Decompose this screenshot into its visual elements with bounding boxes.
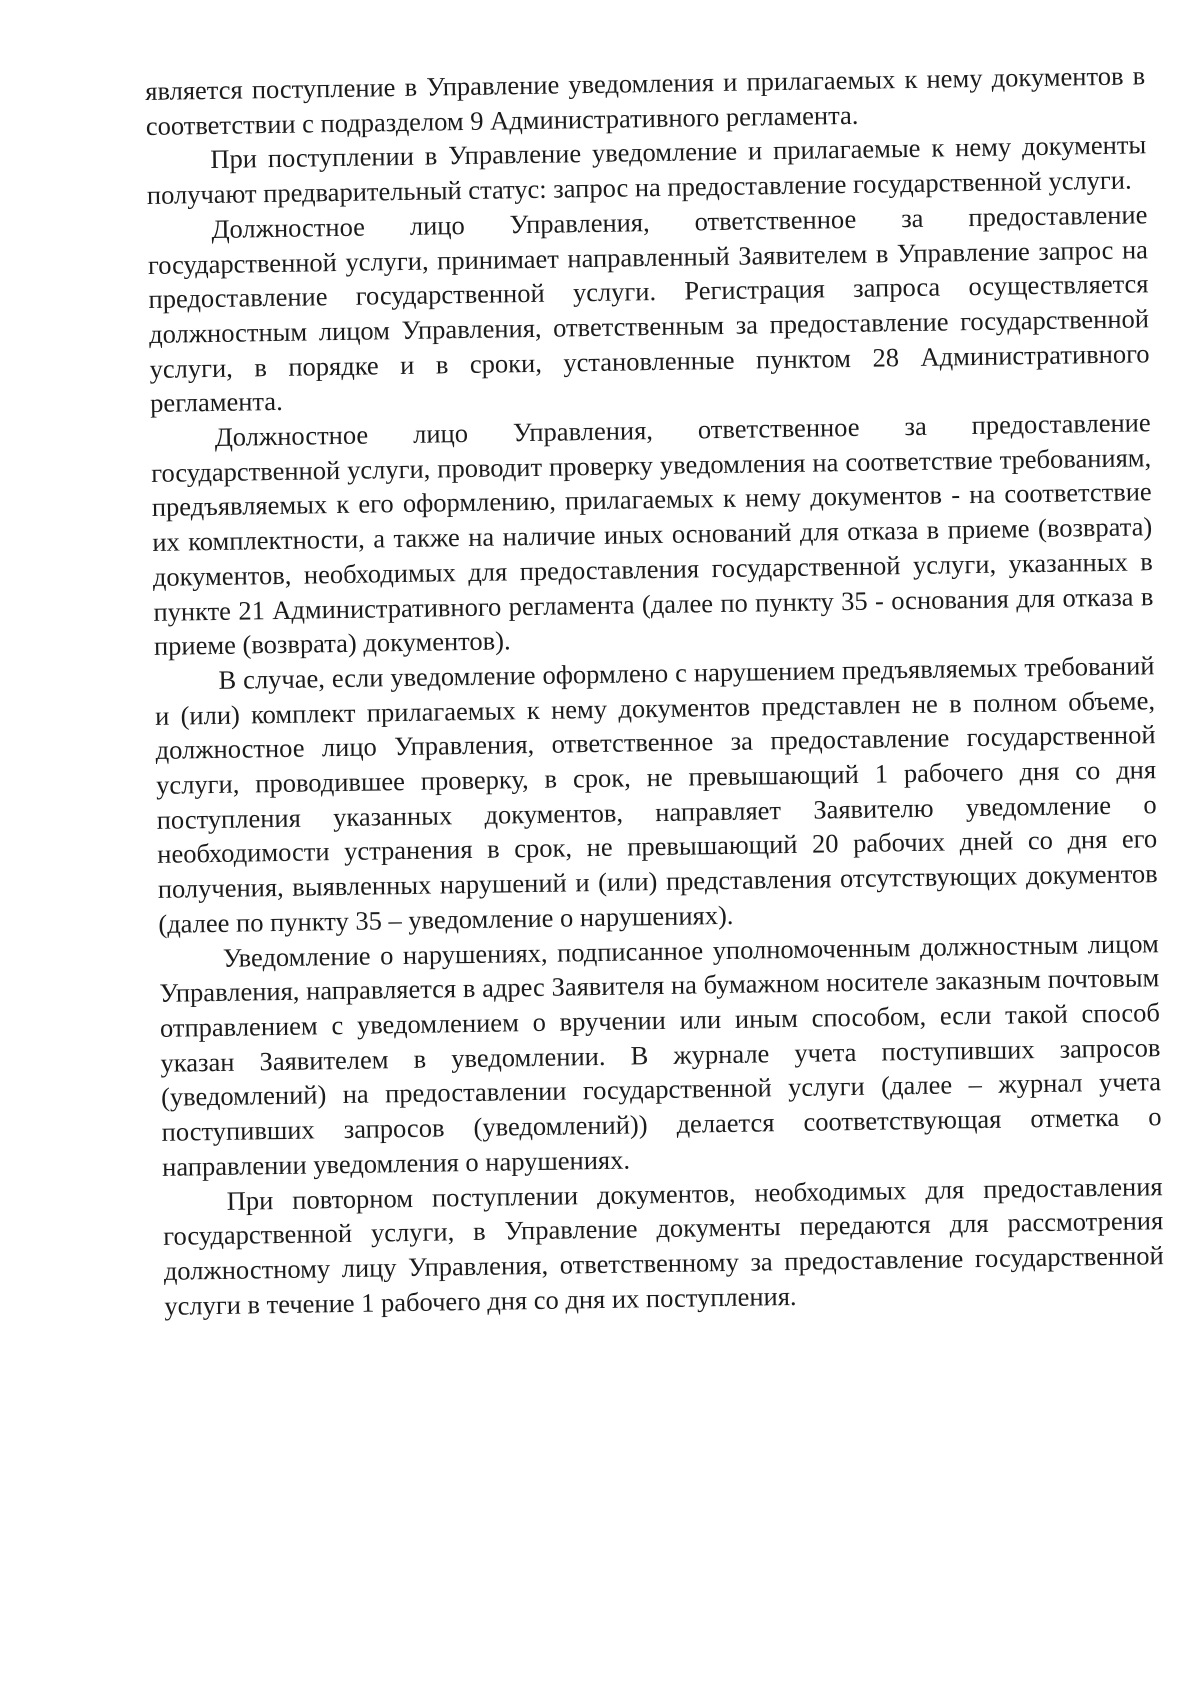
paragraph-repeated-submission: При повторном поступлении документов, необходимых для предоставления государственной услуги, в Управление документы передаются для рассмотрения должностному лицу Управления, ответственному за предоставление государственной услуги в течение 1 рабочего дня со дня их поступления. bbox=[163, 1170, 1164, 1321]
paragraph-notification-check: Должностное лицо Управления, ответственное за предоставление государственной услуги, проводит проверку уведомления на соответствие требованиям, предъявляемых к его оформлению, прилагаемых к нему документов - на соответствие их комплектности, а также на наличие иных оснований для отказа в приеме (возврата) документов, необходимых для предоставления государственной услуги, указанных в пункте 21 Административного регламента (далее по пункту 35 - основания для отказа в приеме (возврата) документов). bbox=[151, 407, 1154, 662]
paragraph-preliminary-status: При поступлении в Управление уведомление и прилагаемые к нему документы получают предварительный статус: запрос на предоставление государственной услуги. bbox=[146, 129, 1147, 211]
paragraph-violation-notice: Уведомление о нарушениях, подписанное уполномоченным должностным лицом Управления, направляется в адрес Заявителя на бумажном носителе заказным почтовым отправлением с уведомлением о вручении или иным способом, если такой способ указан Заявителем в уведомлении. В журнале учета поступивших запросов (уведомлений) на предоставлении государственной услуги (далее – журнал учета поступивших запросов (уведомлений)) делается соответствующая отметка о направлении уведомления о нарушениях. bbox=[159, 927, 1162, 1182]
paragraph-request-registration: Должностное лицо Управления, ответственное за предоставление государственной услуги, принимает направленный Заявителем в Управление запрос на предоставление государственной услуги. Регистрация запроса осуществляется должностным лицом Управления, ответственным за предоставление государственной услуги, в порядке и в сроки, установленные пунктом 28 Административного регламента. bbox=[147, 199, 1150, 419]
document-body bbox=[145, 58, 1165, 1323]
paragraph-violation-case: В случае, если уведомление оформлено с нарушением предъявляемых требований и (или) комплект прилагаемых к нему документов представлен не в полном объеме, должностное лицо Управления, ответственное за предоставление государственной услуги, проводившее проверку, в срок, не превышающий 1 рабочего дня со дня поступления указанных документов, направляет Заявителю уведомление о необходимости устранения в срок, не превышающий 20 рабочих дней со дня его получения, выявленных нарушений и (или) представления отсутствующих документов (далее по пункту 35 – уведомление о нарушениях). bbox=[154, 650, 1158, 939]
paragraph-continuation: является поступление в Управление уведомления и прилагаемых к нему документов в соответствии с подразделом 9 Административного регламента. bbox=[145, 60, 1146, 141]
